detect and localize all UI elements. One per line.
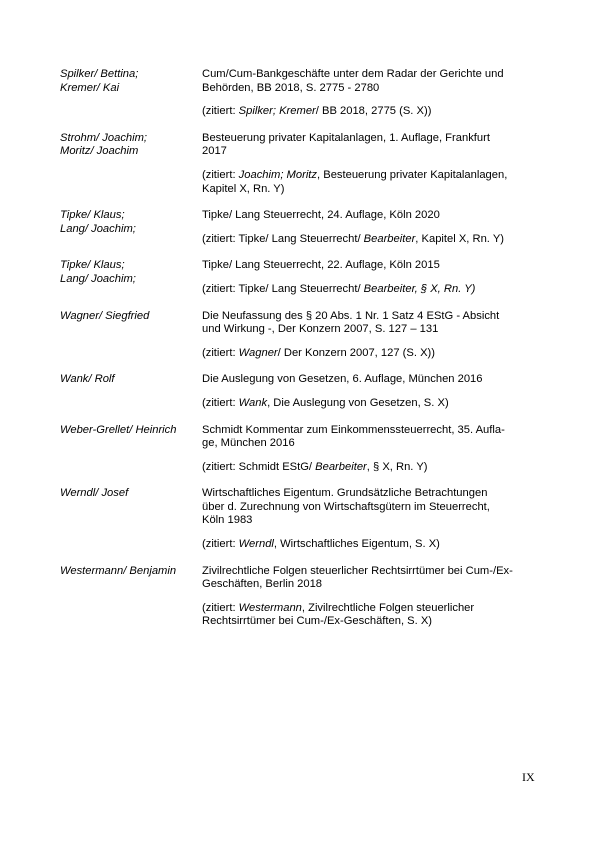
entry-content	[202, 373, 540, 410]
author-line: Strohm/ Joachim;	[60, 131, 148, 144]
bibliography-entry	[60, 259, 540, 296]
title-line: Wirtschaftliches Eigentum. Grundsätzliche Betrachtungen	[202, 487, 488, 500]
citation-italic-segment: Bearbeiter, § X, Rn. Y)	[363, 282, 476, 295]
citation-segment: Kapitel X, Rn. Y)	[202, 182, 285, 195]
citation-segment: (zitiert:	[202, 601, 239, 614]
author-line: Westermann/ Benjamin	[60, 564, 177, 577]
citation-segment: , Zivilrechtliche Folgen steuerlicher	[301, 601, 475, 614]
entry-citation	[202, 283, 540, 297]
citation-segment: , Besteuerung privater Kapitalanlagen,	[317, 168, 508, 181]
author-line: Werndl/ Josef	[60, 487, 129, 500]
title-line: Besteuerung privater Kapitalanlagen, 1. Auflage, Frankfurt	[202, 131, 490, 144]
entry-author	[60, 310, 202, 361]
entry-citation	[202, 397, 540, 411]
title-line: Behörden, BB 2018, S. 2775 - 2780	[202, 81, 380, 94]
title-line: Zivilrechtliche Folgen steuerlicher Rechtsirrtümer bei Cum-/Ex-	[202, 564, 513, 577]
entry-title	[202, 424, 540, 451]
author-line: Kremer/ Kai	[60, 81, 120, 94]
title-line: über d. Zurechnung von Wirtschaftsgütern im Steuerrecht,	[202, 500, 490, 513]
citation-italic-segment: Wagner	[238, 346, 278, 359]
citation-line	[202, 602, 540, 616]
entry-title	[202, 310, 540, 337]
citation-line	[202, 538, 540, 552]
citation-segment: , Kapitel X, Rn. Y)	[415, 232, 505, 245]
author-line: Lang/ Joachim;	[60, 272, 136, 285]
entry-content	[202, 68, 540, 119]
entry-title	[202, 209, 540, 223]
entry-title	[202, 373, 540, 387]
page-number: IX	[522, 770, 535, 784]
entry-content	[202, 310, 540, 361]
entry-title	[202, 132, 540, 159]
citation-line	[202, 183, 540, 197]
citation-segment: (zitiert: Tipke/ Lang Steuerrecht/	[202, 282, 364, 295]
citation-segment: (zitiert: Schmidt EStG/	[202, 460, 316, 473]
entry-title	[202, 487, 540, 528]
entry-content	[202, 132, 540, 196]
citation-segment: , § X, Rn. Y)	[366, 460, 428, 473]
title-line: ge, München 2016	[202, 437, 295, 450]
title-line: 2017	[202, 145, 227, 158]
citation-italic-segment: Bearbeiter	[315, 460, 367, 473]
entry-author	[60, 424, 202, 475]
citation-italic-segment: Werndl	[238, 538, 274, 551]
entry-author	[60, 373, 202, 410]
citation-segment: Rechtsirrtümer bei Cum-/Ex-Geschäften, S. X)	[202, 615, 433, 628]
title-line: Cum/Cum-Bankgeschäfte unter dem Radar der Gerichte und	[202, 68, 504, 80]
citation-italic-segment: Bearbeiter	[363, 232, 416, 245]
bibliography-entry	[60, 68, 540, 119]
title-line: Geschäften, Berlin 2018	[202, 578, 323, 591]
citation-italic-segment: Wank	[238, 396, 268, 409]
bibliography-entry	[60, 132, 540, 196]
citation-segment: , Wirtschaftliches Eigentum, S. X)	[273, 538, 440, 551]
entry-content	[202, 424, 540, 475]
citation-segment: / BB 2018, 2775 (S. X))	[315, 105, 432, 118]
citation-line	[202, 347, 540, 361]
bibliography-entry	[60, 310, 540, 361]
citation-line	[202, 283, 540, 297]
entry-citation	[202, 233, 540, 247]
author-line: Wagner/ Siegfried	[60, 309, 150, 322]
citation-line	[202, 461, 540, 475]
bibliography-entry	[60, 424, 540, 475]
author-line: Tipke/ Klaus;	[60, 209, 125, 222]
title-line: Köln 1983	[202, 514, 253, 527]
citation-segment: (zitiert:	[202, 346, 239, 359]
citation-line	[202, 105, 540, 119]
entry-author	[60, 209, 202, 246]
title-line: Schmidt Kommentar zum Einkommenssteuerrecht, 35. Aufla-	[202, 423, 505, 436]
entry-citation	[202, 105, 540, 119]
entry-content	[202, 487, 540, 551]
citation-italic-segment: Westermann	[238, 601, 302, 614]
citation-italic-segment: Joachim; Moritz	[238, 168, 318, 181]
author-line: Tipke/ Klaus;	[60, 259, 125, 272]
entry-citation	[202, 347, 540, 361]
citation-segment: (zitiert:	[202, 396, 239, 409]
entry-content	[202, 565, 540, 629]
entry-content	[202, 209, 540, 246]
citation-segment: (zitiert: Tipke/ Lang Steuerrecht/	[202, 232, 364, 245]
author-line: Spilker/ Bettina;	[60, 68, 139, 80]
citation-line	[202, 233, 540, 247]
title-line: Tipke/ Lang Steuerrecht, 24. Auflage, Köln 2020	[202, 209, 440, 222]
entry-author	[60, 259, 202, 296]
citation-segment: (zitiert:	[202, 538, 239, 551]
entry-citation	[202, 538, 540, 552]
citation-segment: (zitiert:	[202, 105, 239, 118]
entry-citation	[202, 461, 540, 475]
title-line: und Wirkung -, Der Konzern 2007, S. 127 – 131	[202, 323, 439, 336]
entry-author	[60, 132, 202, 196]
entry-title	[202, 565, 540, 592]
author-line: Lang/ Joachim;	[60, 222, 136, 235]
citation-line	[202, 169, 540, 183]
bibliography-entry	[60, 373, 540, 410]
bibliography-list	[60, 68, 540, 642]
citation-segment: (zitiert:	[202, 168, 239, 181]
entry-author	[60, 565, 202, 629]
entry-author	[60, 487, 202, 551]
author-line: Moritz/ Joachim	[60, 145, 139, 158]
bibliography-entry	[60, 565, 540, 629]
title-line: Tipke/ Lang Steuerrecht, 22. Auflage, Köln 2015	[202, 259, 440, 272]
entry-citation	[202, 602, 540, 629]
bibliography-entry	[60, 487, 540, 551]
entry-citation	[202, 169, 540, 196]
entry-title	[202, 68, 540, 95]
entry-author	[60, 68, 202, 119]
entry-title	[202, 259, 540, 273]
entry-content	[202, 259, 540, 296]
title-line: Die Auslegung von Gesetzen, 6. Auflage, München 2016	[202, 373, 483, 386]
citation-segment: / Der Konzern 2007, 127 (S. X))	[277, 346, 435, 359]
citation-segment: , Die Auslegung von Gesetzen, S. X)	[267, 396, 449, 409]
citation-line	[202, 615, 540, 629]
author-line: Wank/ Rolf	[60, 373, 115, 386]
title-line: Die Neufassung des § 20 Abs. 1 Nr. 1 Satz 4 EStG - Absicht	[202, 309, 500, 322]
author-line: Weber-Grellet/ Heinrich	[60, 423, 177, 436]
bibliography-entry	[60, 209, 540, 246]
citation-line	[202, 397, 540, 411]
citation-italic-segment: Spilker; Kremer	[238, 105, 316, 118]
